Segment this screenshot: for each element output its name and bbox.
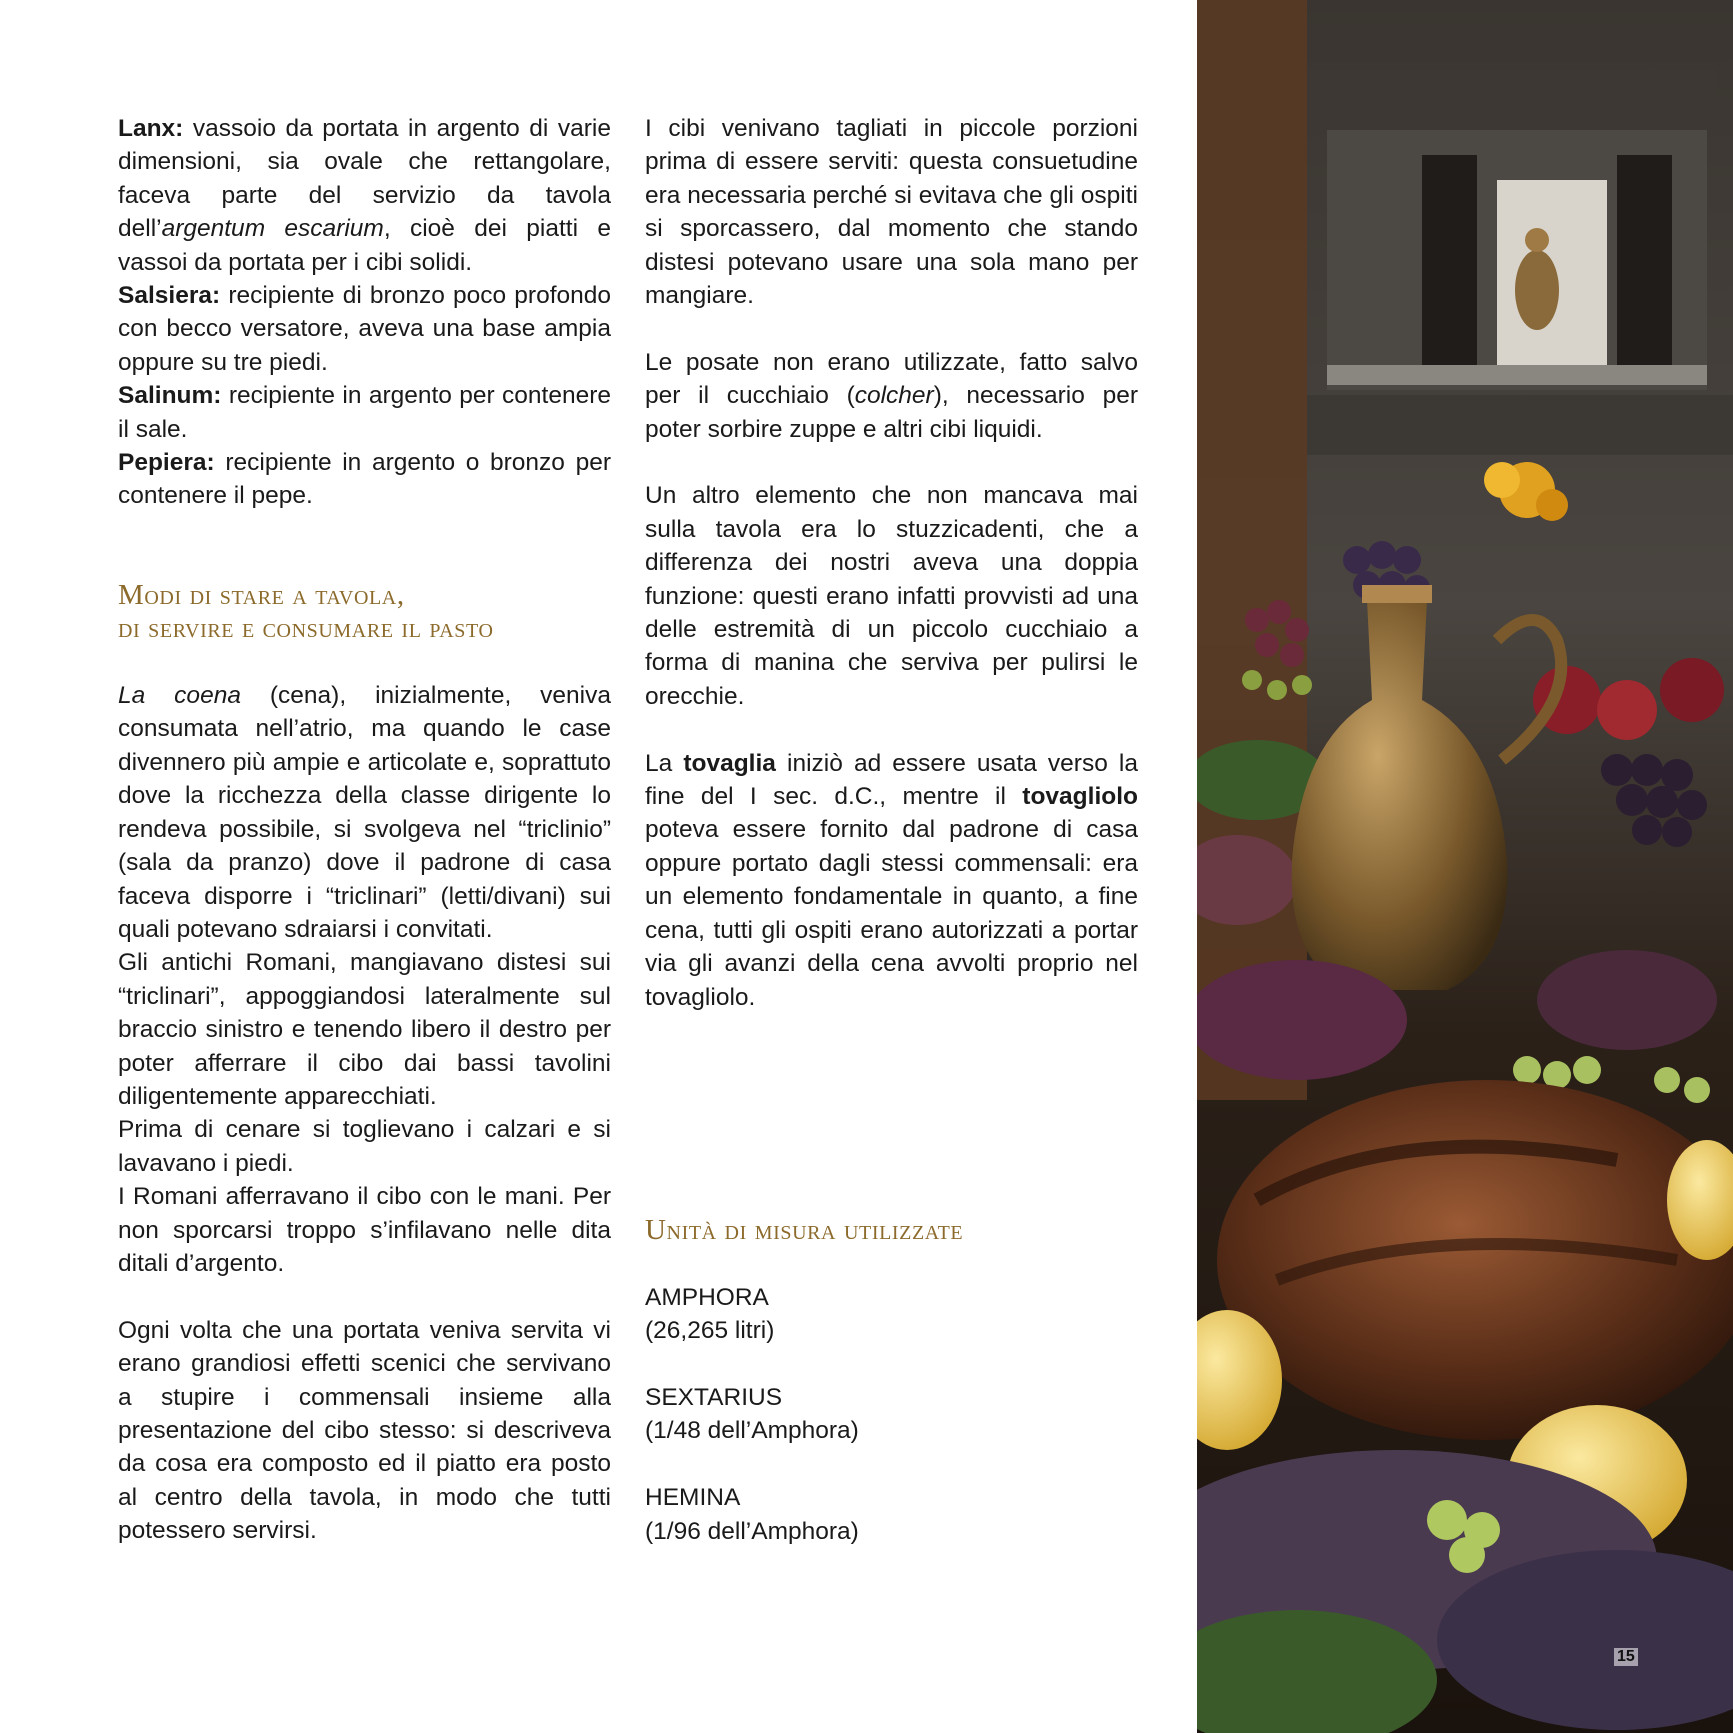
lanx-italic: argentum escarium <box>161 215 384 243</box>
lanx-text: vassoio da portata in argento di varie dimensioni, sia ovale che rettangolare, faceva parte del servizio da tavola dell’ <box>118 115 611 243</box>
posate-text: Le posate non erano utilizzate, fatto salvo per il cucchiaio ( <box>645 348 1138 410</box>
unit-value: (1/96 dell’Amphora) <box>645 1517 859 1545</box>
unit-name: AMPHORA <box>645 1283 769 1311</box>
calzari-paragraph: Prima di cenare si toglievano i calzari e si lavavano i piedi. <box>118 1116 611 1177</box>
coena-italic: La coena <box>118 682 241 710</box>
unit-value: (1/48 dell’Amphora) <box>645 1417 859 1445</box>
mani-paragraph: I Romani afferravano il cibo con le mani. Per non sporcarsi troppo s’infilavano nelle dita ditali d’argento. <box>118 1183 611 1277</box>
tovagliolo-term: tovagliolo <box>1022 783 1138 811</box>
tovaglia-pre: La <box>645 749 684 777</box>
salinum-text: recipiente in argento per contenere il sale. <box>118 382 611 443</box>
unit-amphora <box>645 1281 1138 1348</box>
tovaglia-term: tovaglia <box>683 749 776 777</box>
posate-paragraph <box>645 346 1138 446</box>
salinum-paragraph <box>118 379 611 446</box>
portata-paragraph: Ogni volta che una portata veniva servita vi erano grandiosi effetti scenici che servivano a stupire i commensali insieme alla presentazione del cibo stesso: si descriveva da cosa era composto ed il piatto era posto al centro della tavola, in modo che tutti potessero servirsi. <box>118 1316 611 1545</box>
salsiera-paragraph <box>118 279 611 379</box>
pepiera-term: Pepiera: <box>118 449 215 477</box>
banquet-photo <box>1197 0 1733 1733</box>
tovaglia-paragraph <box>645 747 1138 1014</box>
section-heading-modi <box>118 579 611 646</box>
right-column <box>645 112 1138 1548</box>
lanx-term: Lanx: <box>118 115 184 142</box>
heading-line-2: di servire e consumare il pasto <box>118 612 494 645</box>
unit-hemina <box>645 1481 1138 1548</box>
unit-name: HEMINA <box>645 1484 741 1512</box>
page-number: 15 <box>1614 1648 1638 1666</box>
unit-name: SEXTARIUS <box>645 1383 783 1411</box>
salinum-term: Salinum: <box>118 382 222 410</box>
pepiera-text: recipiente in argento o bronzo per contenere il pepe. <box>118 449 611 510</box>
tovaglia-post: poteva essere fornito dal padrone di casa oppure portato dagli stessi commensali: era un elemento fondamentale in quanto, a fine cena, tutti gli ospiti erano autorizzati a portar via gli avanzi della cena avvolti proprio nel tovagliolo. <box>645 816 1138 1011</box>
left-column <box>118 112 611 1548</box>
lanx-paragraph <box>118 112 611 279</box>
tovaglia-mid: iniziò ad essere usata verso la fine del I sec. d.C., mentre il <box>645 749 1138 811</box>
cibi-paragraph: I cibi venivano tagliati in piccole porzioni prima di essere serviti: questa consuetudine era necessaria perché si evitava che gli ospiti si sporcassero, dal momento che stando distesi potevano usare una sola mano per mangiare. <box>645 115 1138 310</box>
coena-text: (cena), inizialmente, veniva consumata nell’atrio, ma quando le case divennero più ampie e articolate e, soprattuto dove la ricchezza della classe dirigente lo rendeva possibile, si svolgeva nel “triclinio” (sala da pranzo) dove il padrone di casa faceva disporre i “triclinari” (letti/divani) sui quali potevano sdraiarsi i convitati. <box>118 682 612 943</box>
lanx-text-end: , cioè dei piatti e vassoi da portata per i cibi solidi. <box>118 215 611 276</box>
section-heading-unita: Unità di misura utilizzate <box>645 1213 964 1246</box>
posate-text-end: ), necessario per poter sorbire zuppe e altri cibi liquidi. <box>645 382 1138 443</box>
heading-line-1: Modi di stare a tavola, <box>118 578 405 611</box>
posate-italic: colcher <box>854 382 934 410</box>
romani-paragraph: Gli antichi Romani, mangiavano distesi sui “triclinari”, appoggiandosi lateralmente sul braccio sinistro e tenendo libero il destro per poter afferrare il cibo dai bassi tavolini diligentemente apparecchiati. <box>118 949 611 1110</box>
pepiera-paragraph <box>118 446 611 513</box>
banquet-illustration <box>1197 0 1733 1733</box>
salsiera-term: Salsiera: <box>118 282 221 310</box>
salsiera-text: recipiente di bronzo poco profondo con becco versatore, aveva una base ampia oppure su tre piedi. <box>118 282 611 376</box>
unit-sextarius <box>645 1381 1138 1448</box>
stuzzicadenti-paragraph: Un altro elemento che non mancava mai sulla tavola era lo stuzzicadenti, che a differenza dei nostri aveva una doppia funzione: questi erano infatti provvisti ad una delle estremità di un piccolo cucchiaio a forma di manina che serviva per pulirsi le orecchie. <box>645 482 1138 710</box>
coena-paragraph <box>118 679 611 946</box>
unit-value: (26,265 litri) <box>645 1317 775 1345</box>
